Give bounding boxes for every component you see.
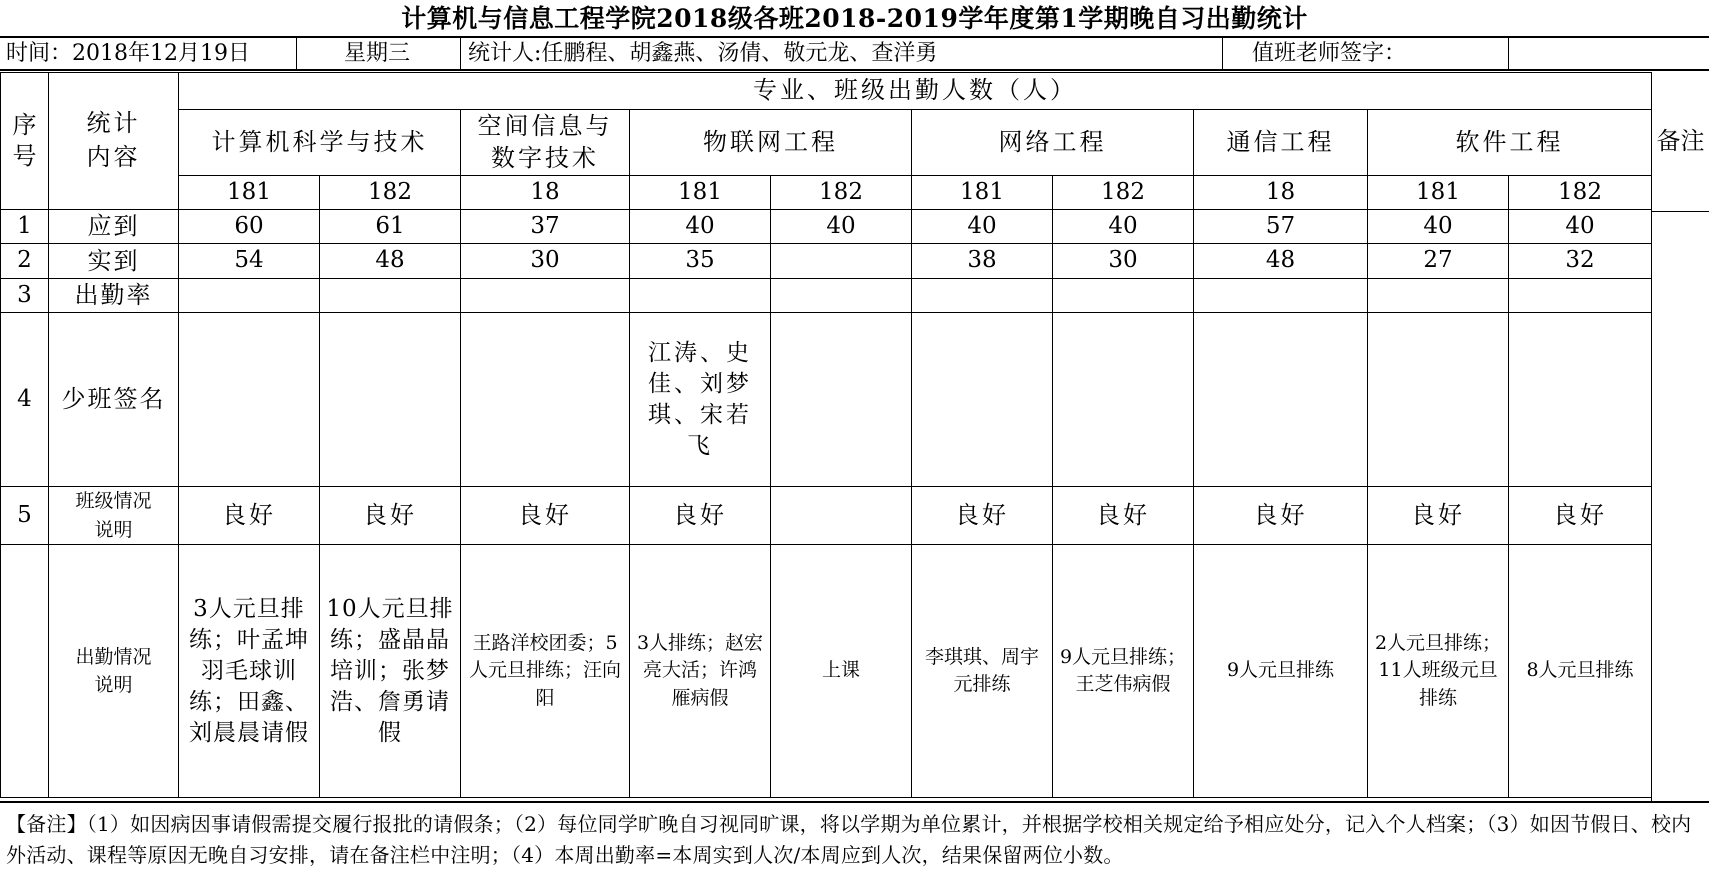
cell-value	[771, 487, 912, 545]
row-seq	[1, 545, 49, 798]
cell-value: 27	[1368, 244, 1509, 278]
cell-value: 9人元旦排练；王芝伟病假	[1053, 545, 1194, 798]
cell-value	[320, 278, 461, 312]
row-seq: 2	[1, 244, 49, 278]
row-label: 出勤情况说明	[49, 545, 179, 798]
cell-value: 良好	[1368, 487, 1509, 545]
major-header: 物联网工程	[630, 110, 912, 176]
sheet-title: 计算机与信息工程学院2018级各班2018-2019学年度第1学期晚自习出勤统计	[401, 4, 1308, 33]
cell-value: 57	[1194, 210, 1368, 244]
cell-value	[1509, 313, 1652, 487]
class-number-header: 182	[320, 175, 461, 209]
major-header: 空间信息与数字技术	[461, 110, 630, 176]
info-row	[0, 36, 1709, 71]
cell-value: 良好	[912, 487, 1053, 545]
cell-value	[1194, 278, 1368, 312]
cell-value	[912, 313, 1053, 487]
cell-value: 良好	[1509, 487, 1652, 545]
seq-header: 序号	[1, 73, 49, 210]
cell-value: 江涛、史佳、刘梦琪、宋若飞	[630, 313, 771, 487]
teacher-sign-field: 值班老师签字：	[1252, 41, 1407, 66]
class-number-header: 18	[461, 175, 630, 209]
stats-people-field: 统计人:任鹏程、胡鑫燕、汤倩、敬元龙、查洋勇	[468, 41, 938, 66]
cell-value: 54	[179, 244, 320, 278]
major-header: 计算机科学与技术	[179, 110, 461, 176]
cell-value: 30	[1053, 244, 1194, 278]
footer-notes: 【备注】（1）如因病因事请假需提交履行报批的请假条；（2）每位同学旷晚自习视同旷课，将以学期为单位累计，并根据学校相关规定给予相应处分，记入个人档案；（3）如因节假日、校内外活动、课程等原因无晚自习安排，请在备注栏中注明；（4）本周出勤率=本周实到人次/本周应到人次，结果保留两位小数。	[0, 801, 1709, 879]
cell-value: 30	[461, 244, 630, 278]
cell-value	[179, 313, 320, 487]
cell-value: 61	[320, 210, 461, 244]
row-seq: 4	[1, 313, 49, 487]
content-header: 统计内容	[49, 73, 179, 210]
cell-value: 良好	[1053, 487, 1194, 545]
cell-value	[461, 313, 630, 487]
class-number-header: 181	[179, 175, 320, 209]
cell-value: 40	[912, 210, 1053, 244]
cell-value	[320, 313, 461, 487]
cell-value	[1053, 278, 1194, 312]
cell-value	[771, 278, 912, 312]
divider	[1508, 38, 1509, 69]
cell-value: 40	[630, 210, 771, 244]
row-label: 出勤率	[49, 278, 179, 312]
cell-value: 良好	[1194, 487, 1368, 545]
class-number-header: 181	[1368, 175, 1509, 209]
cell-value	[1053, 313, 1194, 487]
row-seq: 5	[1, 487, 49, 545]
cell-value: 良好	[179, 487, 320, 545]
cell-value: 良好	[461, 487, 630, 545]
cell-value: 32	[1509, 244, 1652, 278]
cell-value	[461, 278, 630, 312]
cell-value: 8人元旦排练	[1509, 545, 1652, 798]
divider	[296, 38, 297, 69]
cell-value	[179, 278, 320, 312]
major-header: 通信工程	[1194, 110, 1368, 176]
cell-value: 35	[630, 244, 771, 278]
group-header: 专业、班级出勤人数（人）	[179, 73, 1652, 110]
class-number-header: 182	[1053, 175, 1194, 209]
row-seq: 3	[1, 278, 49, 312]
cell-value: 60	[179, 210, 320, 244]
cell-value	[1368, 313, 1509, 487]
cell-value	[1194, 313, 1368, 487]
cell-value	[1368, 278, 1509, 312]
class-number-header: 18	[1194, 175, 1368, 209]
weekday-field: 星期三	[344, 41, 411, 66]
cell-value	[630, 278, 771, 312]
row-label: 实到	[49, 244, 179, 278]
divider	[460, 38, 461, 69]
cell-value: 40	[1509, 210, 1652, 244]
row-seq: 1	[1, 210, 49, 244]
row-label: 应到	[49, 210, 179, 244]
row-label: 少班签名	[49, 313, 179, 487]
cell-value: 王路洋校团委；5人元旦排练；汪向阳	[461, 545, 630, 798]
attendance-table	[0, 72, 1652, 798]
cell-value: 37	[461, 210, 630, 244]
cell-value	[771, 244, 912, 278]
class-number-header: 182	[1509, 175, 1652, 209]
cell-value: 3人排练；赵宏亮大活；许鸿雁病假	[630, 545, 771, 798]
cell-value: 40	[1368, 210, 1509, 244]
date-field: 时间：2018年12月19日	[6, 41, 250, 66]
cell-value	[912, 278, 1053, 312]
major-header: 网络工程	[912, 110, 1194, 176]
divider	[1222, 38, 1223, 69]
cell-value: 40	[771, 210, 912, 244]
cell-value: 良好	[630, 487, 771, 545]
class-number-header: 181	[630, 175, 771, 209]
cell-value	[1509, 278, 1652, 312]
class-number-header: 181	[912, 175, 1053, 209]
cell-value: 良好	[320, 487, 461, 545]
cell-value: 2人元旦排练；11人班级元旦排练	[1368, 545, 1509, 798]
cell-value: 40	[1053, 210, 1194, 244]
cell-value: 李琪琪、周宇元排练	[912, 545, 1053, 798]
remark-column	[1651, 72, 1709, 802]
remark-header: 备注	[1652, 72, 1709, 212]
cell-value: 10人元旦排练；盛晶晶培训；张梦浩、詹勇请假	[320, 545, 461, 798]
cell-value: 48	[320, 244, 461, 278]
cell-value	[771, 313, 912, 487]
cell-value: 38	[912, 244, 1053, 278]
class-number-header: 182	[771, 175, 912, 209]
cell-value: 上课	[771, 545, 912, 798]
cell-value: 9人元旦排练	[1194, 545, 1368, 798]
cell-value: 3人元旦排练；叶孟坤羽毛球训练；田鑫、刘晨晨请假	[179, 545, 320, 798]
major-header: 软件工程	[1368, 110, 1652, 176]
cell-value: 48	[1194, 244, 1368, 278]
row-label: 班级情况说明	[49, 487, 179, 545]
